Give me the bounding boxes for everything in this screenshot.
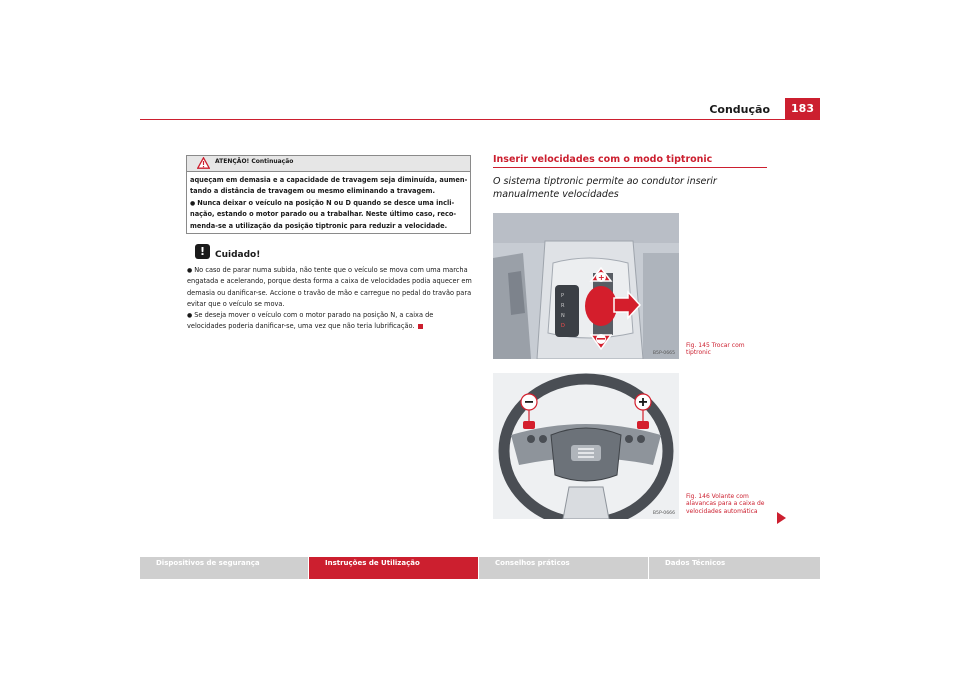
figure-steering-wheel (493, 373, 679, 519)
footer-tab-practical-tips[interactable]: Conselhos práticos (479, 557, 648, 579)
bullet-icon: ● (187, 267, 193, 274)
section-title: Inserir velocidades com o modo tiptronic (493, 154, 713, 165)
figure-code: B5P-0665 (652, 351, 675, 356)
caution-title: Cuidado! (215, 250, 261, 260)
warning-paragraph: aqueçam em demasia e a capacidade de travagem seja diminuída, aumen-tando a distância de travagem ou mesmo eliminando a travagem. (190, 176, 468, 196)
svg-text:P: P (561, 293, 565, 299)
page-header-title: Condução (709, 103, 770, 116)
section-end-marker-icon (418, 324, 423, 329)
warning-title: ATENÇÃO! Continuação (215, 158, 294, 165)
section-divider (493, 167, 767, 168)
warning-box (186, 155, 471, 234)
bullet-icon: ● (190, 199, 196, 207)
next-page-arrow-icon[interactable] (777, 512, 786, 524)
caution-bullet-item (187, 265, 472, 310)
section-subtitle: O sistema tiptronic permite ao condutor inserir manualmente velocidades (493, 176, 717, 200)
bullet-icon: ● (187, 312, 193, 320)
svg-text:+: + (598, 273, 605, 282)
header-divider (140, 119, 820, 120)
svg-text:D: D (561, 323, 565, 329)
tiptronic-lever-illustration (493, 213, 679, 359)
footer-tab-safety[interactable]: Dispositivos de segurança (140, 557, 308, 579)
svg-text:R: R (561, 303, 565, 309)
page-number: 183 (785, 98, 820, 119)
caution-icon: ! (195, 244, 210, 259)
figure-caption: Fig. 146 Volante com alavancas para a caixa de velocidades automática (686, 493, 765, 515)
figure-caption: Fig. 145 Trocar com tiptronic (686, 342, 745, 357)
warning-header (187, 156, 470, 172)
warning-body (190, 175, 468, 232)
steering-wheel-illustration (493, 373, 679, 519)
svg-text:N: N (561, 313, 565, 319)
caution-bullet-text: No caso de parar numa subida, não tente que o veículo se mova com uma marcha engatada e acelerando, porque desta forma a caixa de velocidades podia aquecer em demasia ou danificar-se. Accione o travão de mão e carregue no pedal do travão para evitar que o veículo se mova. (187, 266, 472, 308)
figure-code: B5P-0666 (652, 511, 675, 516)
footer-tab-technical-data[interactable]: Dados Técnicos (649, 557, 820, 579)
caution-bullet-item (187, 310, 472, 333)
footer-tab-operating-instructions[interactable]: Instruções de Utilização (309, 557, 478, 579)
warning-bullet-text: Nunca deixar o veículo na posição N ou D quando se desce uma incli-nação, estando o motor parado ou a trabalhar. Neste último caso, reco-menda-se a utilização da posição tiptronic para reduzir a velocidade. (190, 198, 457, 230)
warning-triangle-icon (197, 157, 210, 169)
caution-bullet-text: Se deseja mover o veículo com o motor parado na posição N, a caixa de velocidades poderia danificar-se, uma vez que não teria lubrificação. (187, 311, 434, 331)
warning-bullet-item (190, 198, 468, 232)
caution-body (187, 265, 472, 333)
figure-tiptronic-lever (493, 213, 679, 359)
